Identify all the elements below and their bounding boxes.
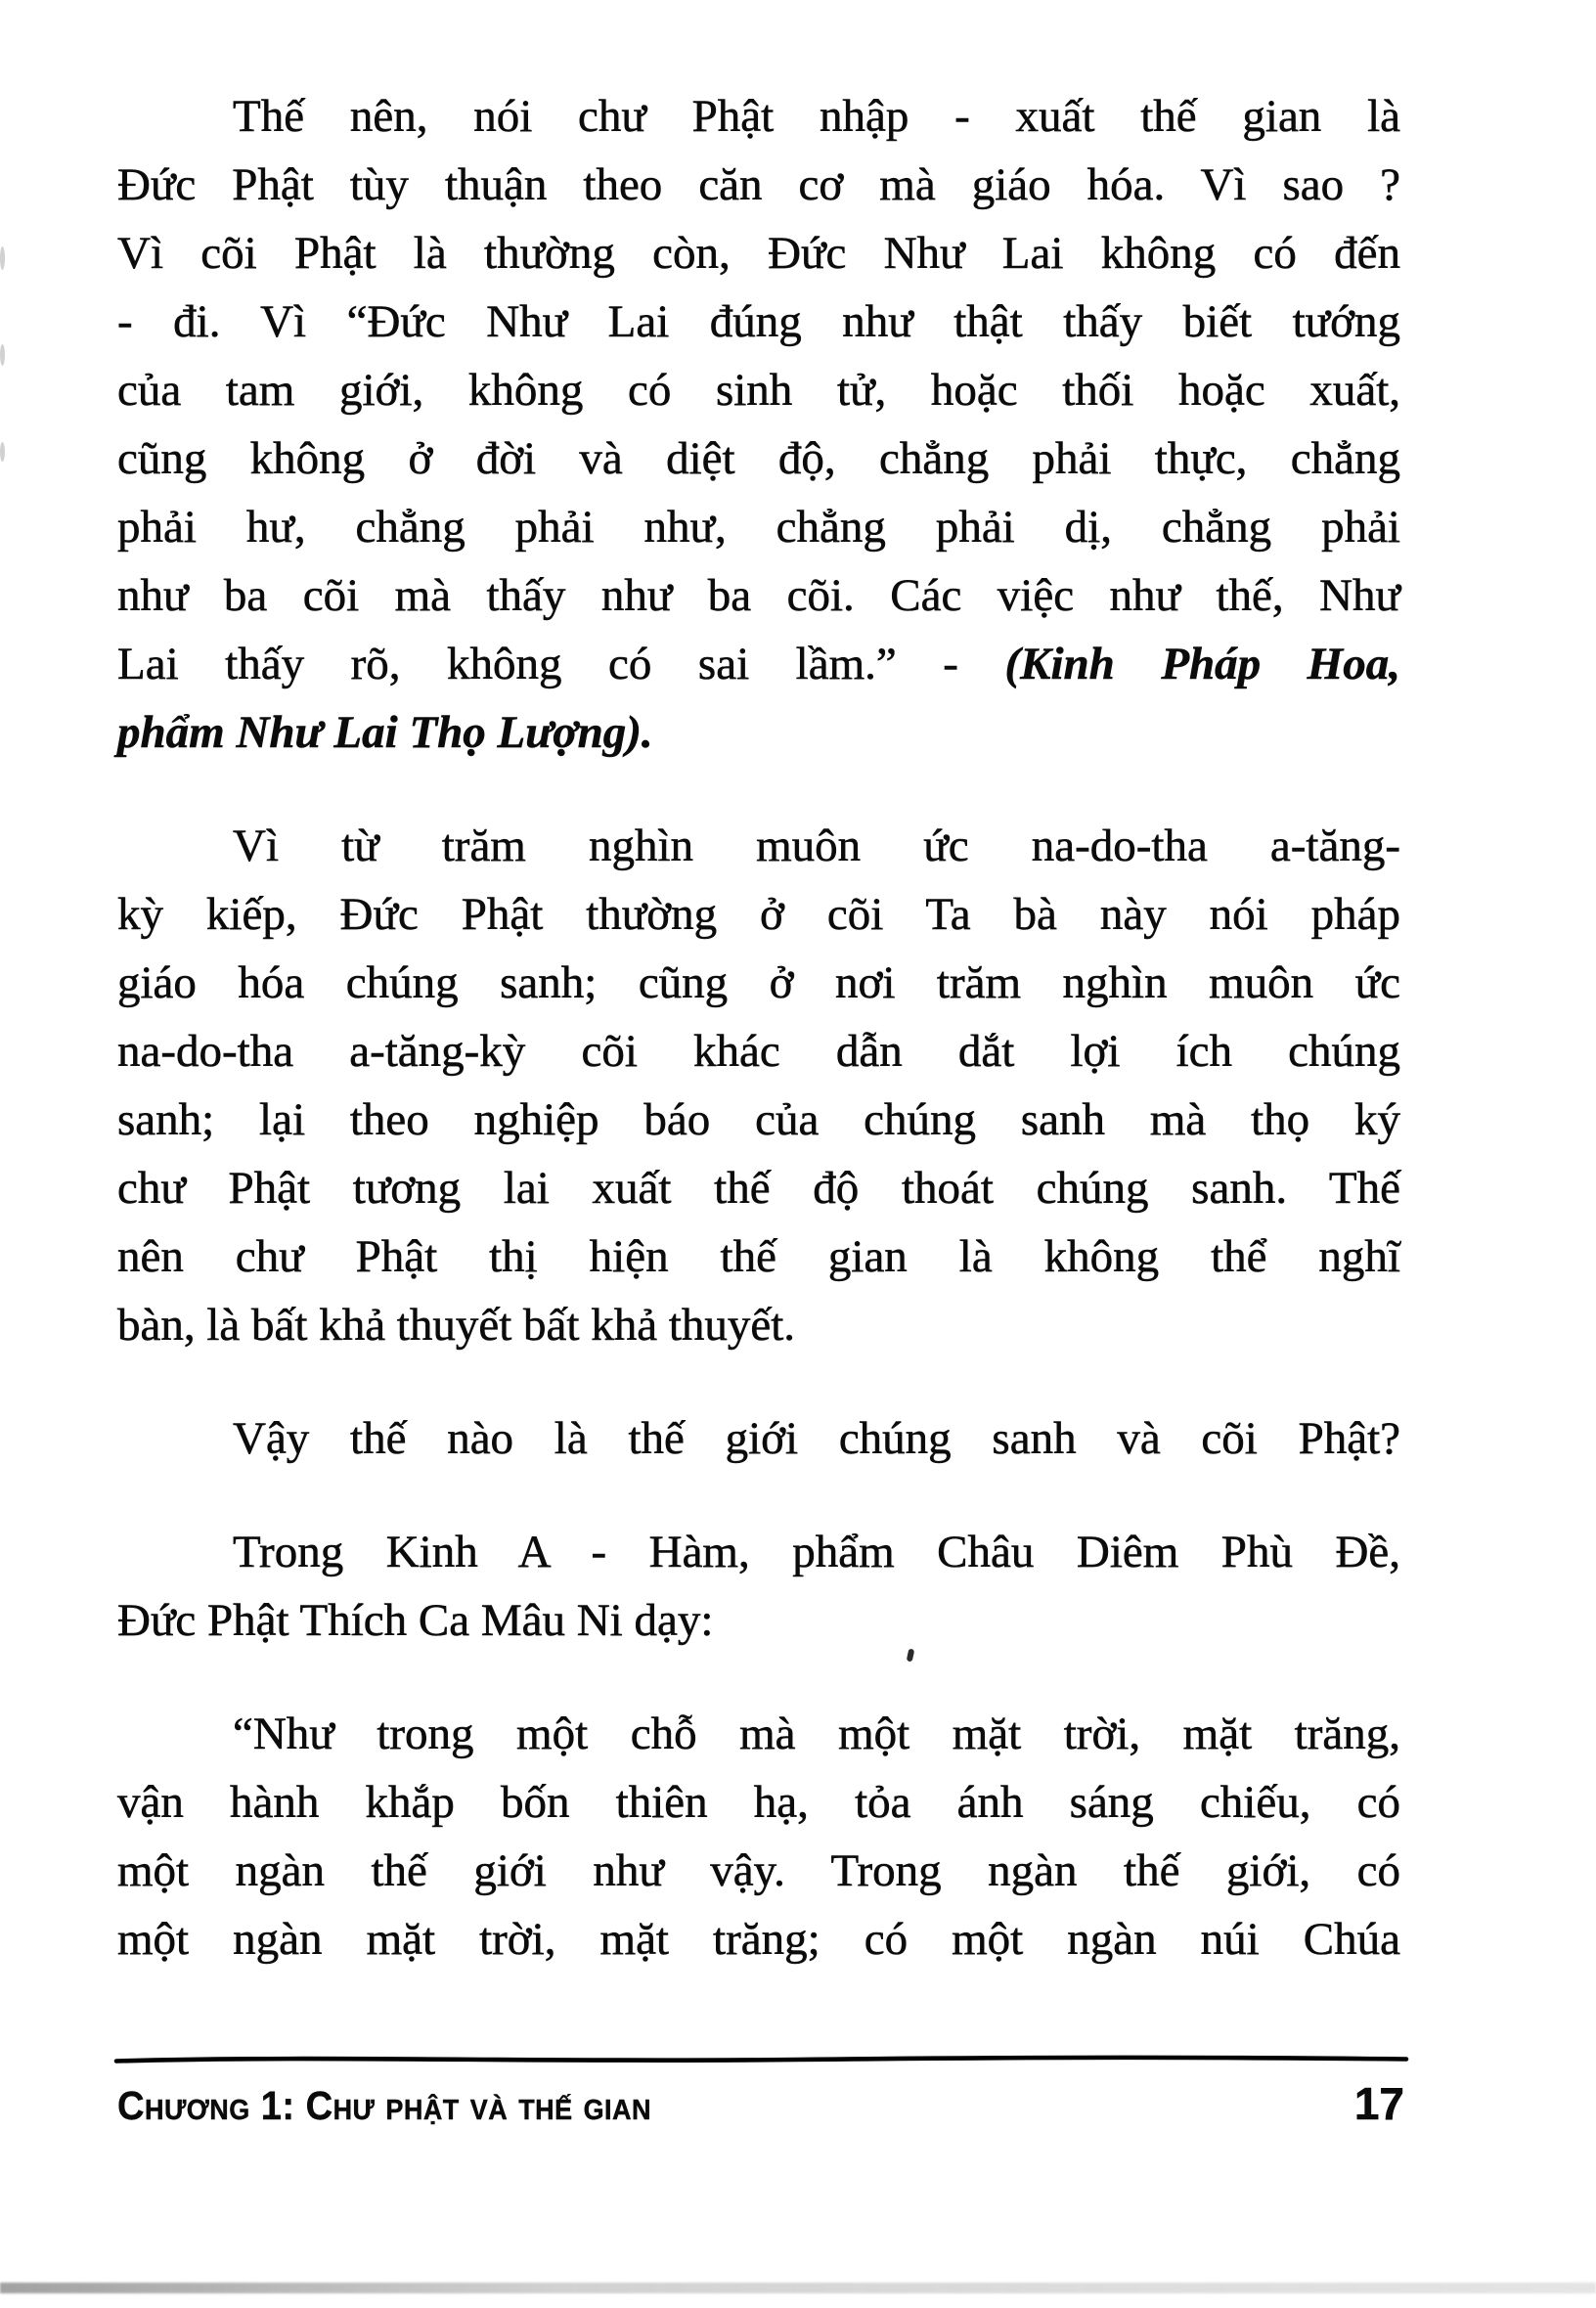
- text-line: [117, 1017, 1400, 1086]
- body-text: chư Phật tương lai xuất thế độ thoát chúng sanh. Thế: [117, 1163, 1400, 1214]
- body-text: Đức Phật tùy thuận theo căn cơ mà giáo hóa. Vì sao ?: [117, 159, 1400, 210]
- body-text: của tam giới, không có sinh tử, hoặc thối hoặc xuất,: [117, 365, 1400, 416]
- text-line: [117, 1905, 1400, 1974]
- text-line: [117, 949, 1400, 1017]
- text-line: [117, 493, 1400, 561]
- text-line: [117, 151, 1400, 219]
- text-line: [117, 1518, 1400, 1586]
- paragraph: [117, 1700, 1400, 1974]
- body-text: vận hành khắp bốn thiên hạ, tỏa ánh sáng chiếu, có: [117, 1777, 1400, 1828]
- citation-text: phẩm Như Lai Thọ Lượng).: [117, 707, 653, 758]
- text-line: [117, 698, 1400, 767]
- text-line: [117, 1700, 1400, 1768]
- body-text: phải hư, chẳng phải như, chẳng phải dị, chẳng phải: [117, 502, 1400, 553]
- body-text: Đức Phật Thích Ca Mâu Ni dạy:: [117, 1595, 714, 1646]
- text-line: [117, 1837, 1400, 1905]
- body-text: “Như trong một chỗ mà một mặt trời, mặt trăng,: [233, 1709, 1400, 1759]
- body-text: na-do-tha a-tăng-kỳ cõi khác dẫn dắt lợi ích chúng: [117, 1026, 1400, 1077]
- body-text: Thế nên, nói chư Phật nhập - xuất thế gian là: [233, 91, 1400, 142]
- body-text: cũng không ở đời và diệt độ, chẳng phải thực, chẳng: [117, 433, 1400, 484]
- body-text: bàn, là bất khả thuyết bất khả thuyết.: [117, 1300, 796, 1351]
- text-line: [117, 356, 1400, 424]
- text-line: [117, 1086, 1400, 1154]
- text-line: [117, 561, 1400, 630]
- body-text: Vì từ trăm nghìn muôn ức na-do-tha a-tăng-: [233, 821, 1400, 871]
- body-text: Vậy thế nào là thế giới chúng sanh và cõi Phật?: [233, 1413, 1400, 1464]
- scan-artifact-speck: [0, 442, 5, 462]
- text-line: [117, 288, 1400, 356]
- scan-artifact-speck: [0, 246, 5, 270]
- paragraph: [117, 812, 1400, 1359]
- body-text: một ngàn mặt trời, mặt trăng; có một ngàn núi Chúa: [117, 1914, 1400, 1965]
- body-text: Vì cõi Phật là thường còn, Đức Như Lai không có đến: [117, 228, 1400, 279]
- body-text: kỳ kiếp, Đức Phật thường ở cõi Ta bà này nói pháp: [117, 889, 1400, 940]
- text-line: [117, 1154, 1400, 1222]
- text-line: [117, 219, 1400, 288]
- text-line: [117, 1222, 1400, 1291]
- footer-divider: [113, 2054, 1410, 2065]
- body-text: nên chư Phật thị hiện thế gian là không thể nghĩ: [117, 1231, 1400, 1282]
- body-text: Trong Kinh A - Hàm, phẩm Châu Diêm Phù Đề,: [233, 1527, 1400, 1577]
- text-line: [117, 424, 1400, 493]
- body-text: giáo hóa chúng sanh; cũng ở nơi trăm nghìn muôn ức: [117, 957, 1400, 1008]
- body-text: một ngàn thế giới như vậy. Trong ngàn thế giới, có: [117, 1845, 1400, 1896]
- text-line: [117, 1768, 1400, 1837]
- text-line: [117, 82, 1400, 151]
- paragraph: [117, 1404, 1400, 1473]
- page-number: 17: [1353, 2078, 1404, 2129]
- scan-artifact-speck: [0, 344, 5, 366]
- body-text: - đi. Vì “Đức Như Lai đúng như thật thấy biết tướng: [117, 296, 1400, 347]
- text-line: [117, 1404, 1400, 1473]
- text-line: [117, 812, 1400, 880]
- body-text: sanh; lại theo nghiệp báo của chúng sanh mà thọ ký: [117, 1094, 1400, 1145]
- body-text: như ba cõi mà thấy như ba cõi. Các việc như thế, Như: [117, 570, 1400, 621]
- text-line: [117, 1586, 1400, 1655]
- citation-text: (Kinh Pháp Hoa,: [1004, 639, 1400, 689]
- page-text: [117, 82, 1400, 1974]
- scan-artifact-band: [0, 2283, 1596, 2293]
- chapter-label: Chương 1: Chư phật và thế gian: [117, 2083, 651, 2128]
- paragraph: [117, 1518, 1400, 1655]
- footer: [117, 2077, 1404, 2130]
- text-line: [117, 880, 1400, 949]
- text-line: [117, 630, 1400, 698]
- text-line: [117, 1291, 1400, 1359]
- body-text: Lai thấy rõ, không có sai lầm.” -: [117, 639, 1005, 689]
- paragraph: [117, 82, 1400, 767]
